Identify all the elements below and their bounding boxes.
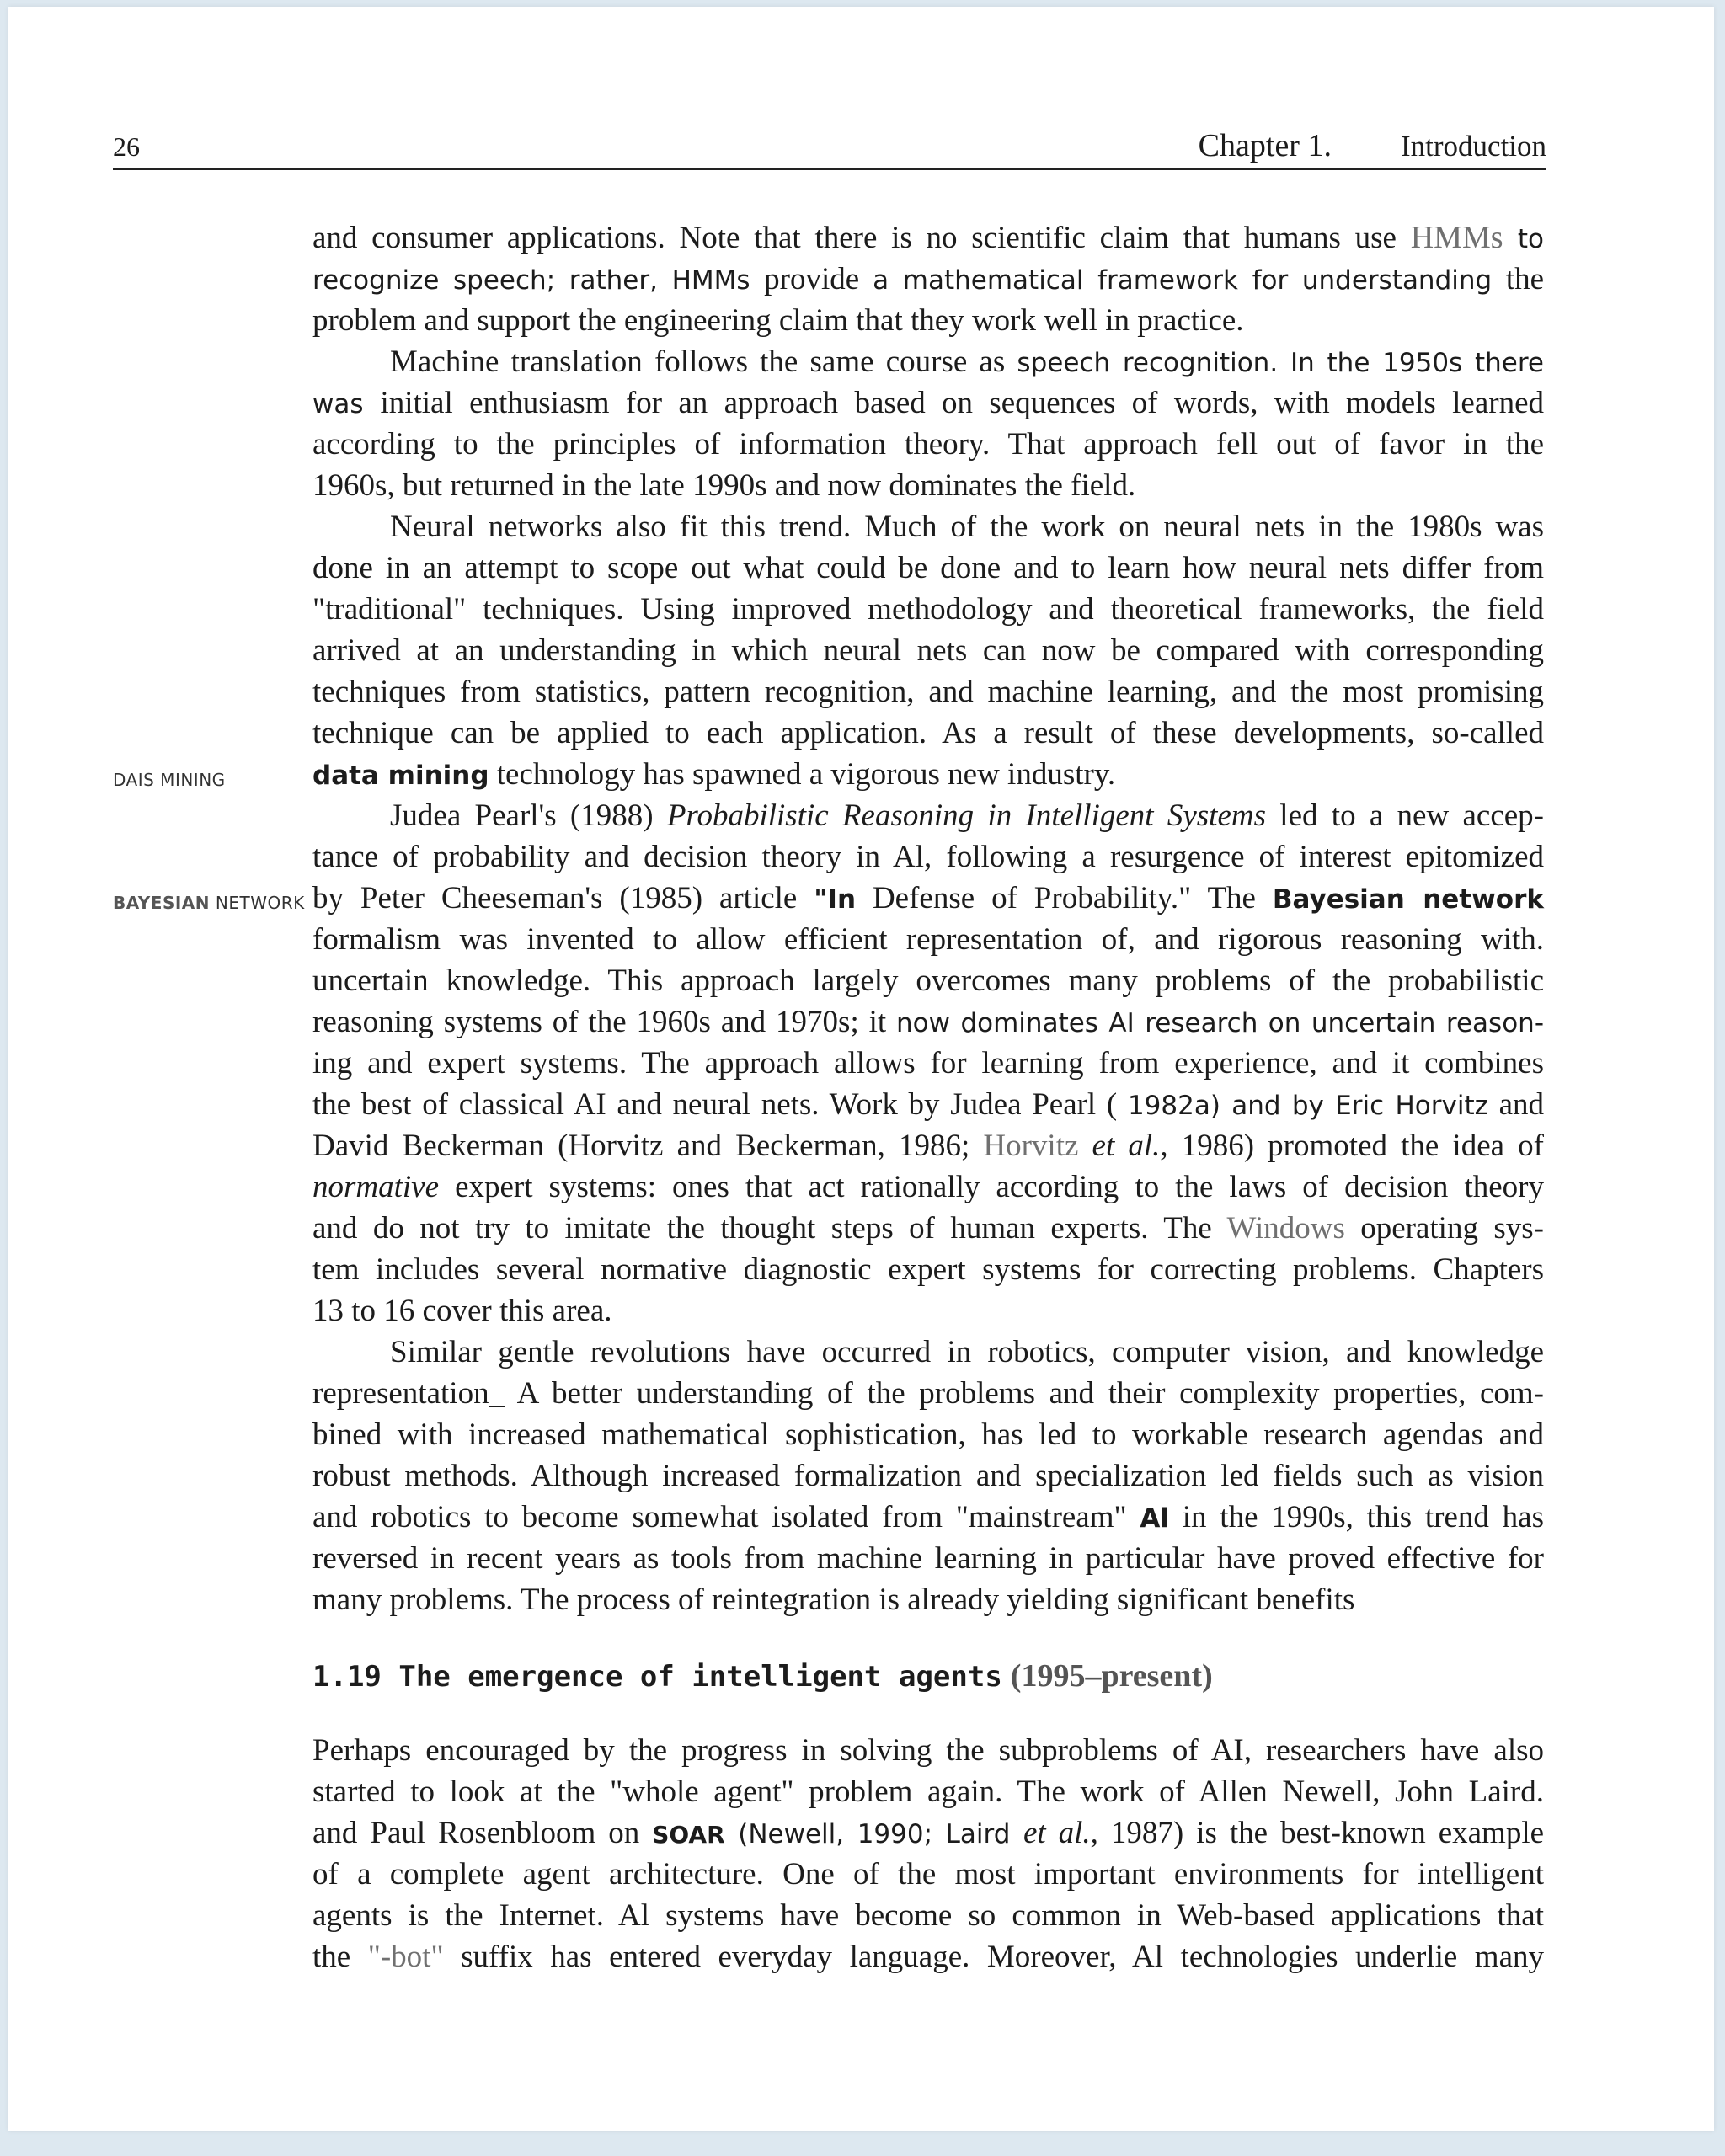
text-run: Neural networks also fit this trend. Much of the work on neural nets in the 1980s was bbox=[390, 510, 1544, 544]
text-line bbox=[312, 878, 1544, 919]
text-run: and do not try to imitate the thought steps of human experts. The bbox=[312, 1211, 1227, 1246]
text-run: 1960s, but returned in the late 1990s and now dominates the field. bbox=[312, 468, 1136, 503]
text-line bbox=[312, 1497, 1544, 1538]
chapter-label: Chapter 1. bbox=[1198, 128, 1332, 163]
text-run: Al bbox=[1140, 1503, 1169, 1534]
text-run: and consumer applications. Note that there is no scientific claim that humans use bbox=[312, 221, 1411, 255]
text-run: "traditional" techniques. Using improved methodology and theoretical frameworks, the field bbox=[312, 592, 1544, 627]
text-run: of a complete agent architecture. One of the most important environments for intelligent bbox=[312, 1857, 1544, 1892]
text-line bbox=[312, 341, 1544, 382]
text-run: reversed in recent years as tools from machine learning in particular have proved effective for bbox=[312, 1541, 1544, 1576]
text-line bbox=[312, 1730, 1544, 1771]
text-run: suffix has entered everyday language. Moreover, Al technologies underlie many bbox=[443, 1940, 1545, 1974]
text-line bbox=[312, 547, 1544, 589]
text-line bbox=[312, 1936, 1544, 1977]
text-run: uncertain knowledge. This approach largely overcomes many problems of the probabilistic bbox=[312, 963, 1544, 998]
text-line bbox=[312, 630, 1544, 671]
text-run: led to a new accep- bbox=[1266, 798, 1544, 833]
text-run: Similar gentle revolutions have occurred in robotics, computer vision, and knowledge bbox=[390, 1335, 1544, 1369]
text-run: "-bot" bbox=[367, 1940, 444, 1974]
text-run: et al., bbox=[1023, 1816, 1098, 1850]
text-run: and bbox=[1487, 1087, 1544, 1122]
text-run: Judea Pearl's (1988) bbox=[390, 798, 667, 833]
text-run: arrived at an understanding in which neural nets can now be compared with corresponding bbox=[312, 633, 1544, 668]
text-run: normative bbox=[312, 1170, 440, 1204]
text-run: (Newell, 1990; Laird bbox=[724, 1819, 1023, 1849]
text-run: Perhaps encouraged by the progress in solving the subproblems of AI, researchers have also bbox=[312, 1733, 1544, 1768]
section-label: Introduction bbox=[1400, 130, 1546, 163]
text-run: the bbox=[312, 1940, 368, 1974]
text-line bbox=[312, 1331, 1544, 1373]
text-run: operating sys- bbox=[1344, 1211, 1544, 1246]
text-line bbox=[312, 217, 1544, 259]
text-line bbox=[312, 1290, 1544, 1331]
document-page bbox=[8, 7, 1714, 2131]
text-run: expert systems: ones that act rationally according to the laws of decision theory bbox=[439, 1170, 1544, 1204]
section-heading-years: (1995–present) bbox=[1010, 1658, 1213, 1694]
book-title: Probabilistic Reasoning in Intelligent Systems bbox=[666, 798, 1267, 833]
text-line bbox=[312, 506, 1544, 547]
text-run: agents is the Internet. Al systems have become so common in Web-based applications that bbox=[312, 1898, 1544, 1933]
text-line bbox=[312, 382, 1544, 424]
margin-note-bayesian-network bbox=[113, 893, 305, 913]
text-run: tem includes several normative diagnostic expert systems for correcting problems. Chapters bbox=[312, 1252, 1544, 1287]
section-heading bbox=[312, 1651, 1544, 1701]
text-run: a mathematical framework for understanding bbox=[873, 265, 1506, 296]
text-run: provide bbox=[764, 262, 873, 296]
text-run: techniques from statistics, pattern recognition, and machine learning, and the most promising bbox=[312, 675, 1544, 709]
text-run: to bbox=[1503, 224, 1545, 254]
text-run: Defense of Probability." The bbox=[856, 881, 1273, 915]
text-line bbox=[312, 754, 1544, 795]
text-run: in the 1990s, this trend has bbox=[1169, 1500, 1544, 1534]
text-line bbox=[312, 919, 1544, 960]
running-head bbox=[1199, 128, 1546, 164]
text-line bbox=[312, 1771, 1544, 1812]
spacer bbox=[312, 1620, 1544, 1651]
spacer bbox=[312, 1701, 1544, 1730]
text-run: started to look at the "whole agent" problem again. The work of Allen Newell, John Laird. bbox=[312, 1774, 1544, 1809]
text-line bbox=[312, 1125, 1544, 1166]
term-data-mining: data mining bbox=[312, 760, 489, 791]
text-run: and robotics to become somewhat isolated from "mainstream" bbox=[312, 1500, 1140, 1534]
text-line bbox=[312, 1455, 1544, 1497]
text-run: recognize speech; rather, HMMs bbox=[312, 265, 765, 296]
text-line bbox=[312, 1579, 1544, 1620]
term-bayesian-network: Bayesian network bbox=[1272, 884, 1544, 915]
text-run: SOAR bbox=[652, 1821, 725, 1849]
section-heading-text: 1.19 The emergence of intelligent agents bbox=[312, 1660, 1002, 1694]
text-run: and Paul Rosenbloom on bbox=[312, 1816, 653, 1850]
text-line bbox=[312, 1166, 1544, 1208]
text-run: HMMs bbox=[1410, 220, 1503, 255]
text-line bbox=[312, 259, 1544, 300]
text-run: David Beckerman (Horvitz and Beckerman, 1986; bbox=[312, 1129, 984, 1163]
text-line bbox=[312, 424, 1544, 465]
text-run: Horvitz bbox=[983, 1129, 1079, 1163]
page-header bbox=[113, 128, 1546, 170]
text-run: Machine translation follows the same course as bbox=[390, 344, 1017, 379]
text-line bbox=[312, 300, 1544, 341]
text-run: 1986) promoted the idea of bbox=[1167, 1129, 1544, 1163]
text-run: many problems. The process of reintegration is already yielding significant benefits bbox=[312, 1582, 1355, 1617]
text-run: the bbox=[1505, 262, 1545, 296]
text-line bbox=[312, 1812, 1544, 1854]
text-run: robust methods. Although increased formalization and specialization led fields such as vision bbox=[312, 1459, 1544, 1493]
text-line bbox=[312, 1373, 1544, 1414]
text-line bbox=[312, 836, 1544, 878]
text-line bbox=[312, 960, 1544, 1001]
text-run: the best of classical AI and neural nets. Work by Judea Pearl ( bbox=[312, 1087, 1128, 1122]
text-run: speech recognition. In the 1950s there bbox=[1017, 348, 1544, 378]
text-line bbox=[312, 795, 1544, 836]
text-line bbox=[312, 671, 1544, 712]
text-run: 1982a) and by Eric Horvitz bbox=[1127, 1091, 1488, 1121]
text-line bbox=[312, 1895, 1544, 1936]
text-run: Windows bbox=[1226, 1211, 1345, 1246]
text-run: representation_ A better understanding of the problems and their complexity properties, com- bbox=[312, 1376, 1544, 1411]
body-text bbox=[312, 217, 1544, 1977]
text-line bbox=[312, 465, 1544, 506]
text-line bbox=[312, 1084, 1544, 1125]
text-run: by Peter Cheeseman's (1985) article bbox=[312, 881, 814, 915]
text-line bbox=[312, 1854, 1544, 1895]
text-run: according to the principles of information theory. That approach fell out of favor in the bbox=[312, 427, 1544, 462]
margin-note-data-mining: DAIS MINING bbox=[113, 770, 226, 790]
text-run: 1987) is the best-known example bbox=[1097, 1816, 1545, 1850]
text-run: initial enthusiasm for an approach based on sequences of words, with models learned bbox=[380, 386, 1545, 420]
page-number: 26 bbox=[113, 131, 140, 162]
text-run: now dominates AI research on uncertain reason- bbox=[896, 1008, 1545, 1038]
text-run: was bbox=[312, 389, 381, 419]
text-line bbox=[312, 1208, 1544, 1249]
margin-note-bayesian-word: BAYESIAN bbox=[113, 893, 211, 913]
text-run: reasoning systems of the 1960s and 1970s; it bbox=[312, 1005, 897, 1039]
text-run: 13 to 16 cover this area. bbox=[312, 1294, 612, 1328]
text-line bbox=[312, 589, 1544, 630]
text-run: "In bbox=[814, 884, 857, 915]
text-run: ing and expert systems. The approach allows for learning from experience, and it combines bbox=[312, 1046, 1544, 1081]
text-run: formalism was invented to allow efficient representation of, and rigorous reasoning with. bbox=[312, 922, 1544, 957]
text-line bbox=[312, 712, 1544, 754]
text-run: technology has spawned a vigorous new industry. bbox=[489, 757, 1116, 792]
text-run: et al., bbox=[1078, 1129, 1168, 1163]
text-line bbox=[312, 1538, 1544, 1579]
text-run: technique can be applied to each application. As a result of these developments, so-called bbox=[312, 716, 1544, 750]
text-run: tance of probability and decision theory in Al, following a resurgence of interest epitomized bbox=[312, 840, 1544, 874]
text-line bbox=[312, 1001, 1544, 1043]
text-run: done in an attempt to scope out what could be done and to learn how neural nets differ from bbox=[312, 551, 1544, 585]
text-line bbox=[312, 1043, 1544, 1084]
text-run: bined with increased mathematical sophistication, has led to workable research agendas and bbox=[312, 1417, 1544, 1452]
text-line bbox=[312, 1414, 1544, 1455]
margin-note-network-word: NETWORK bbox=[210, 893, 305, 913]
text-line bbox=[312, 1249, 1544, 1290]
text-run: problem and support the engineering claim that they work well in practice. bbox=[312, 303, 1244, 338]
